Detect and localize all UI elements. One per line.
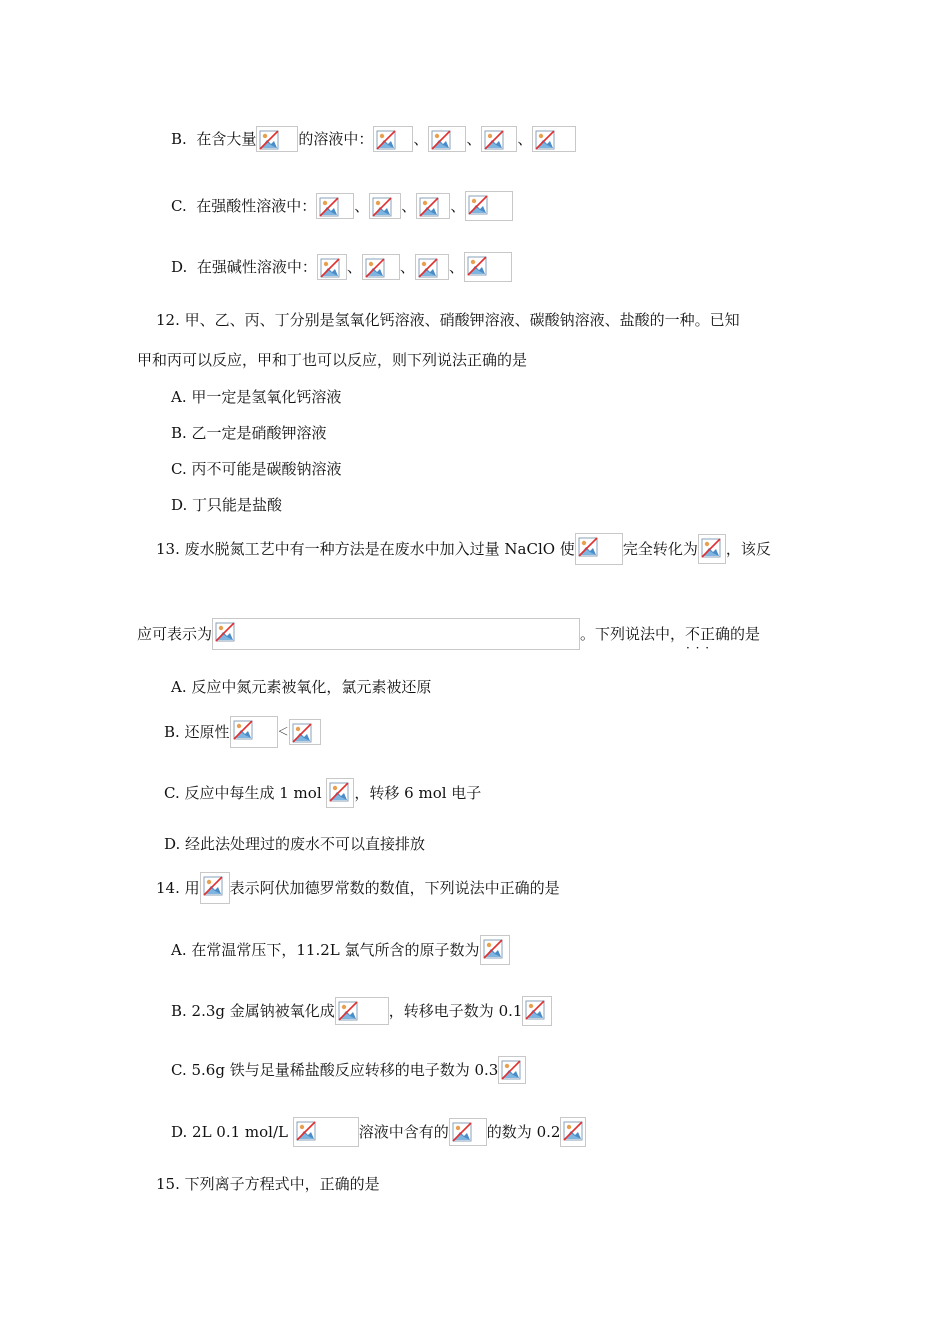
q12-option-b <box>171 422 327 444</box>
separator: 、 <box>450 197 466 215</box>
broken-image-icon <box>532 126 576 152</box>
option-text: 在含大量 <box>196 130 257 148</box>
option-text: D. 经此法处理过的废水不可以直接排放 <box>164 835 426 853</box>
broken-image-icon <box>465 191 513 221</box>
q11-option-d <box>171 252 512 282</box>
option-text: B. 2.3g 金属钠被氧化成 <box>171 1002 335 1020</box>
q12-option-a <box>171 386 341 408</box>
broken-image-icon <box>256 126 298 152</box>
broken-image-icon <box>560 1117 586 1147</box>
question-stem: 14. 用 <box>156 879 200 897</box>
q14-stem <box>156 872 560 904</box>
separator: 、 <box>401 197 417 215</box>
option-text: C. 5.6g 铁与足量稀盐酸反应转移的电子数为 0.3 <box>171 1061 499 1079</box>
option-text: ，转移 6 mol 电子 <box>354 784 482 802</box>
option-text: D. 2L 0.1 mol/L <box>171 1123 288 1141</box>
broken-image-icon <box>326 778 354 808</box>
question-stem: 。下列说法中， <box>580 625 686 643</box>
broken-image-icon <box>522 996 552 1026</box>
q14-option-d <box>171 1117 586 1147</box>
broken-image-icon <box>369 193 401 219</box>
broken-image-icon <box>498 1056 526 1084</box>
q14-option-a <box>171 935 510 965</box>
q14-option-c <box>171 1056 526 1084</box>
q12-option-c <box>171 458 341 480</box>
q14-option-b <box>171 996 552 1026</box>
broken-image-icon <box>289 719 321 745</box>
option-text: C. 反应中每生成 1 mol <box>164 784 322 802</box>
broken-image-icon <box>480 935 510 965</box>
broken-image-icon <box>200 872 230 904</box>
emphasis-text: 不正确 · · · <box>685 623 730 645</box>
option-label: B. <box>171 130 187 148</box>
separator: 、 <box>354 197 370 215</box>
q13-option-a <box>171 676 431 698</box>
question-stem: 应可表示为 <box>137 625 213 643</box>
broken-image-icon <box>575 533 623 565</box>
separator: 、 <box>399 258 415 276</box>
separator: 、 <box>413 130 429 148</box>
option-text: B. 乙一定是硝酸钾溶液 <box>171 424 327 442</box>
option-text: 的溶液中： <box>298 130 374 148</box>
broken-image-icon <box>464 252 512 282</box>
option-label: D. <box>171 258 188 276</box>
broken-image-icon <box>416 193 450 219</box>
q12-stem-line1 <box>156 309 740 331</box>
q13-stem-line1 <box>156 533 771 565</box>
option-label: C. <box>171 197 187 215</box>
question-stem: 表示阿伏加德罗常数的数值，下列说法中正确的是 <box>229 879 560 897</box>
broken-image-icon <box>335 997 389 1025</box>
q13-option-c <box>164 778 481 808</box>
q12-option-d <box>171 494 282 516</box>
broken-image-icon <box>415 254 449 280</box>
separator: 、 <box>517 130 533 148</box>
broken-image-icon <box>212 618 580 650</box>
option-text: D. 丁只能是盐酸 <box>171 496 283 514</box>
q11-option-b <box>171 126 576 152</box>
question-stem: 的是 <box>730 625 761 643</box>
question-stem: 13. 废水脱氮工艺中有一种方法是在废水中加入过量 NaClO 使 <box>156 540 575 558</box>
question-stem: 12. 甲、乙、丙、丁分别是氢氧化钙溶液、硝酸钾溶液、碳酸钠溶液、盐酸的一种。已知 <box>156 311 740 329</box>
q13-option-d <box>164 833 425 855</box>
question-stem: 甲和丙可以反应，甲和丁也可以反应，则下列说法正确的是 <box>137 351 528 369</box>
broken-image-icon <box>316 193 354 219</box>
option-text: C. 丙不可能是碳酸钠溶液 <box>171 460 342 478</box>
separator: 、 <box>448 258 464 276</box>
broken-image-icon <box>428 126 466 152</box>
broken-image-icon <box>362 254 400 280</box>
q15-stem <box>156 1173 380 1195</box>
option-text: ，转移电子数为 0.1 <box>388 1002 523 1020</box>
q13-option-b <box>164 716 321 748</box>
option-text: A. 在常温常压下，11.2L 氯气所含的原子数为 <box>171 941 480 959</box>
broken-image-icon <box>293 1117 359 1147</box>
question-stem: 完全转化为 <box>622 540 698 558</box>
less-than-sign: ＜ <box>277 725 289 738</box>
q12-stem-line2 <box>137 349 527 371</box>
option-text: 在强酸性溶液中： <box>196 197 317 215</box>
broken-image-icon <box>449 1118 487 1146</box>
q13-stem-line2 <box>137 618 760 650</box>
option-text: 在强碱性溶液中： <box>196 258 317 276</box>
question-stem: ，该反 <box>725 540 771 558</box>
broken-image-icon <box>230 716 278 748</box>
separator: 、 <box>346 258 362 276</box>
q11-option-c <box>171 191 513 221</box>
broken-image-icon <box>373 126 413 152</box>
broken-image-icon <box>317 254 347 280</box>
option-text: 的数为 0.2 <box>486 1123 561 1141</box>
option-text: 溶液中含有的 <box>358 1123 449 1141</box>
option-text: B. 还原性 <box>164 723 230 741</box>
broken-image-icon <box>698 534 726 564</box>
broken-image-icon <box>481 126 517 152</box>
question-stem: 15. 下列离子方程式中，正确的是 <box>156 1175 380 1193</box>
option-text: A. 反应中氮元素被氧化，氯元素被还原 <box>171 678 432 696</box>
separator: 、 <box>466 130 482 148</box>
option-text: A. 甲一定是氢氧化钙溶液 <box>171 388 342 406</box>
